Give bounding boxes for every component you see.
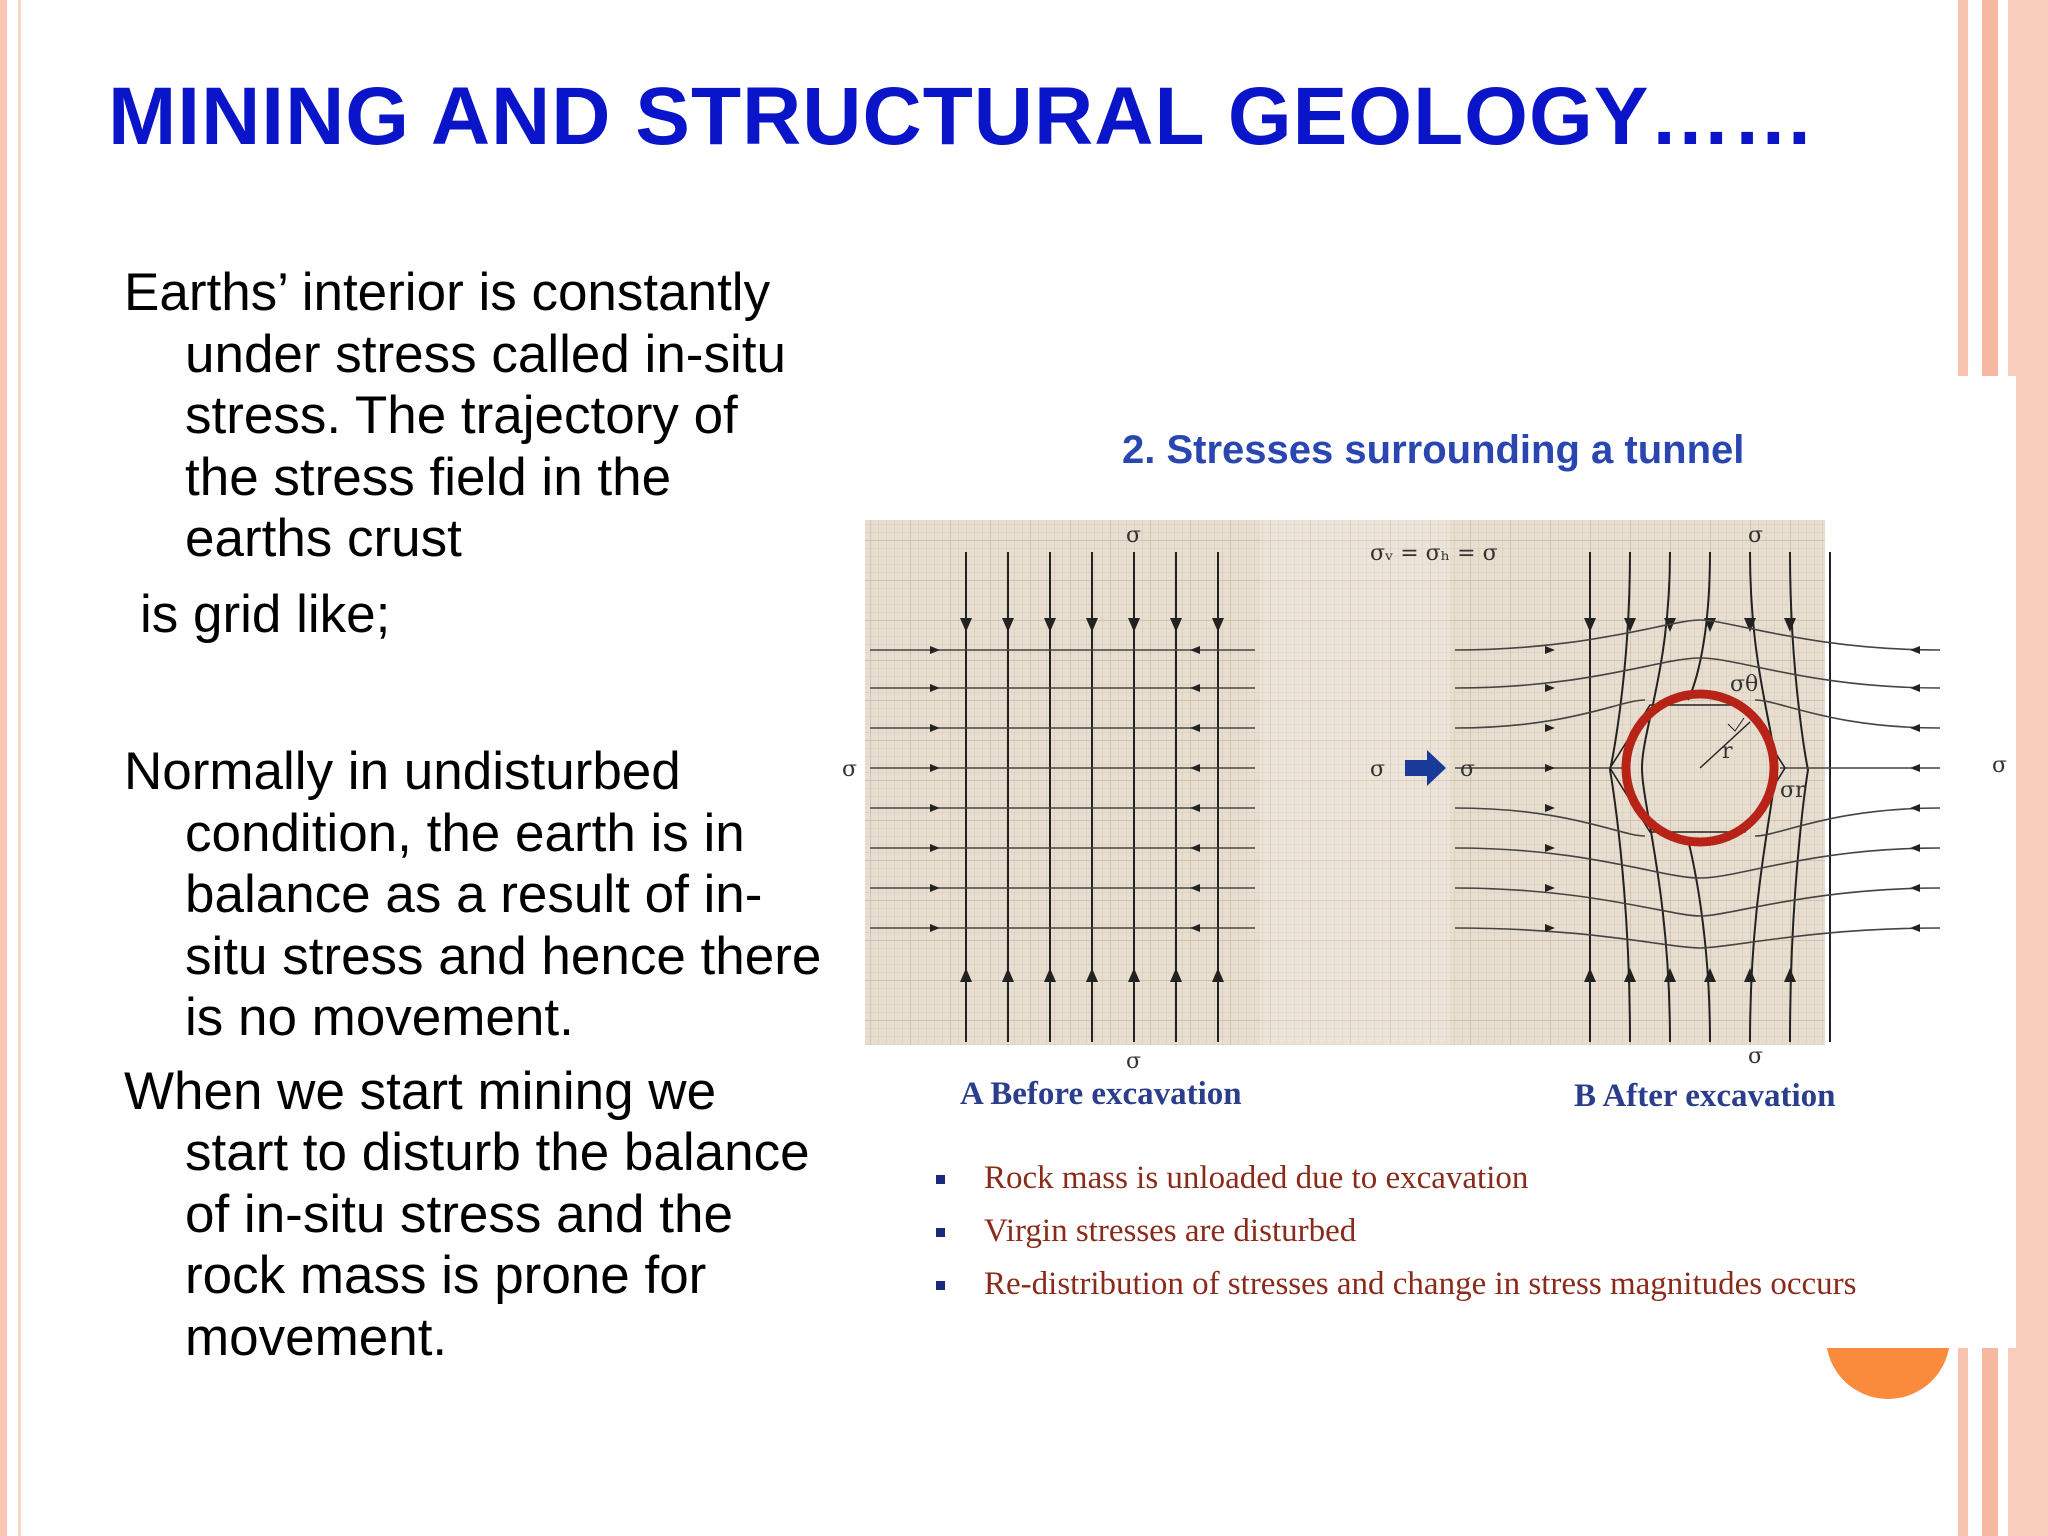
body-text bbox=[124, 262, 844, 1382]
paragraph-mining: When we start mining we start to disturb the balance of in-situ stress and the rock mass is prone for movement. bbox=[124, 1061, 810, 1367]
sigma-label-bottom-a: σ bbox=[1126, 1049, 1142, 1074]
paragraph-in-situ-stress: Earths’ interior is constantly under stress called in-situ stress. The trajectory of the stress field in the earths crust bbox=[124, 263, 786, 568]
paragraph-grid-like: is grid like; bbox=[140, 584, 391, 644]
slide-title: MINING AND STRUCTURAL GEOLOGY…… bbox=[108, 71, 1816, 162]
sigma-label-top-b: σ bbox=[1748, 523, 1764, 548]
left-border-stripe bbox=[0, 0, 7, 1536]
figure-bullet-list bbox=[936, 1160, 1857, 1319]
caption-before-excavation: A Before excavation bbox=[960, 1076, 1242, 1112]
figure-title: 2. Stresses surrounding a tunnel bbox=[1122, 428, 1745, 472]
paragraph-undisturbed: Normally in undisturbed condition, the earth is in balance as a result of in- situ stress and hence there is no movement. bbox=[124, 742, 822, 1047]
sigma-label-right: σ bbox=[1992, 753, 2008, 778]
stress-diagram bbox=[830, 500, 2010, 1090]
sigma-label-mid-right: σ bbox=[1460, 757, 1476, 782]
list-item: Re-distribution of stresses and change in stress magnitudes occurs bbox=[936, 1266, 1857, 1319]
left-border-stripe-thin bbox=[18, 0, 21, 1536]
sigma-r-label: σr bbox=[1780, 778, 1806, 803]
sigma-label-top-a: σ bbox=[1126, 523, 1142, 548]
caption-after-excavation: B After excavation bbox=[1574, 1078, 1836, 1114]
sigma-label-bottom-b: σ bbox=[1748, 1044, 1764, 1069]
sigma-theta-label: σθ bbox=[1730, 672, 1759, 697]
radius-label: r bbox=[1722, 739, 1733, 764]
list-item: Virgin stresses are disturbed bbox=[936, 1213, 1857, 1266]
sigma-equation: σᵥ = σₕ = σ bbox=[1370, 541, 1498, 566]
sigma-label-left: σ bbox=[842, 757, 858, 782]
sigma-label-mid-left: σ bbox=[1370, 757, 1386, 782]
list-item: Rock mass is unloaded due to excavation bbox=[936, 1160, 1857, 1213]
